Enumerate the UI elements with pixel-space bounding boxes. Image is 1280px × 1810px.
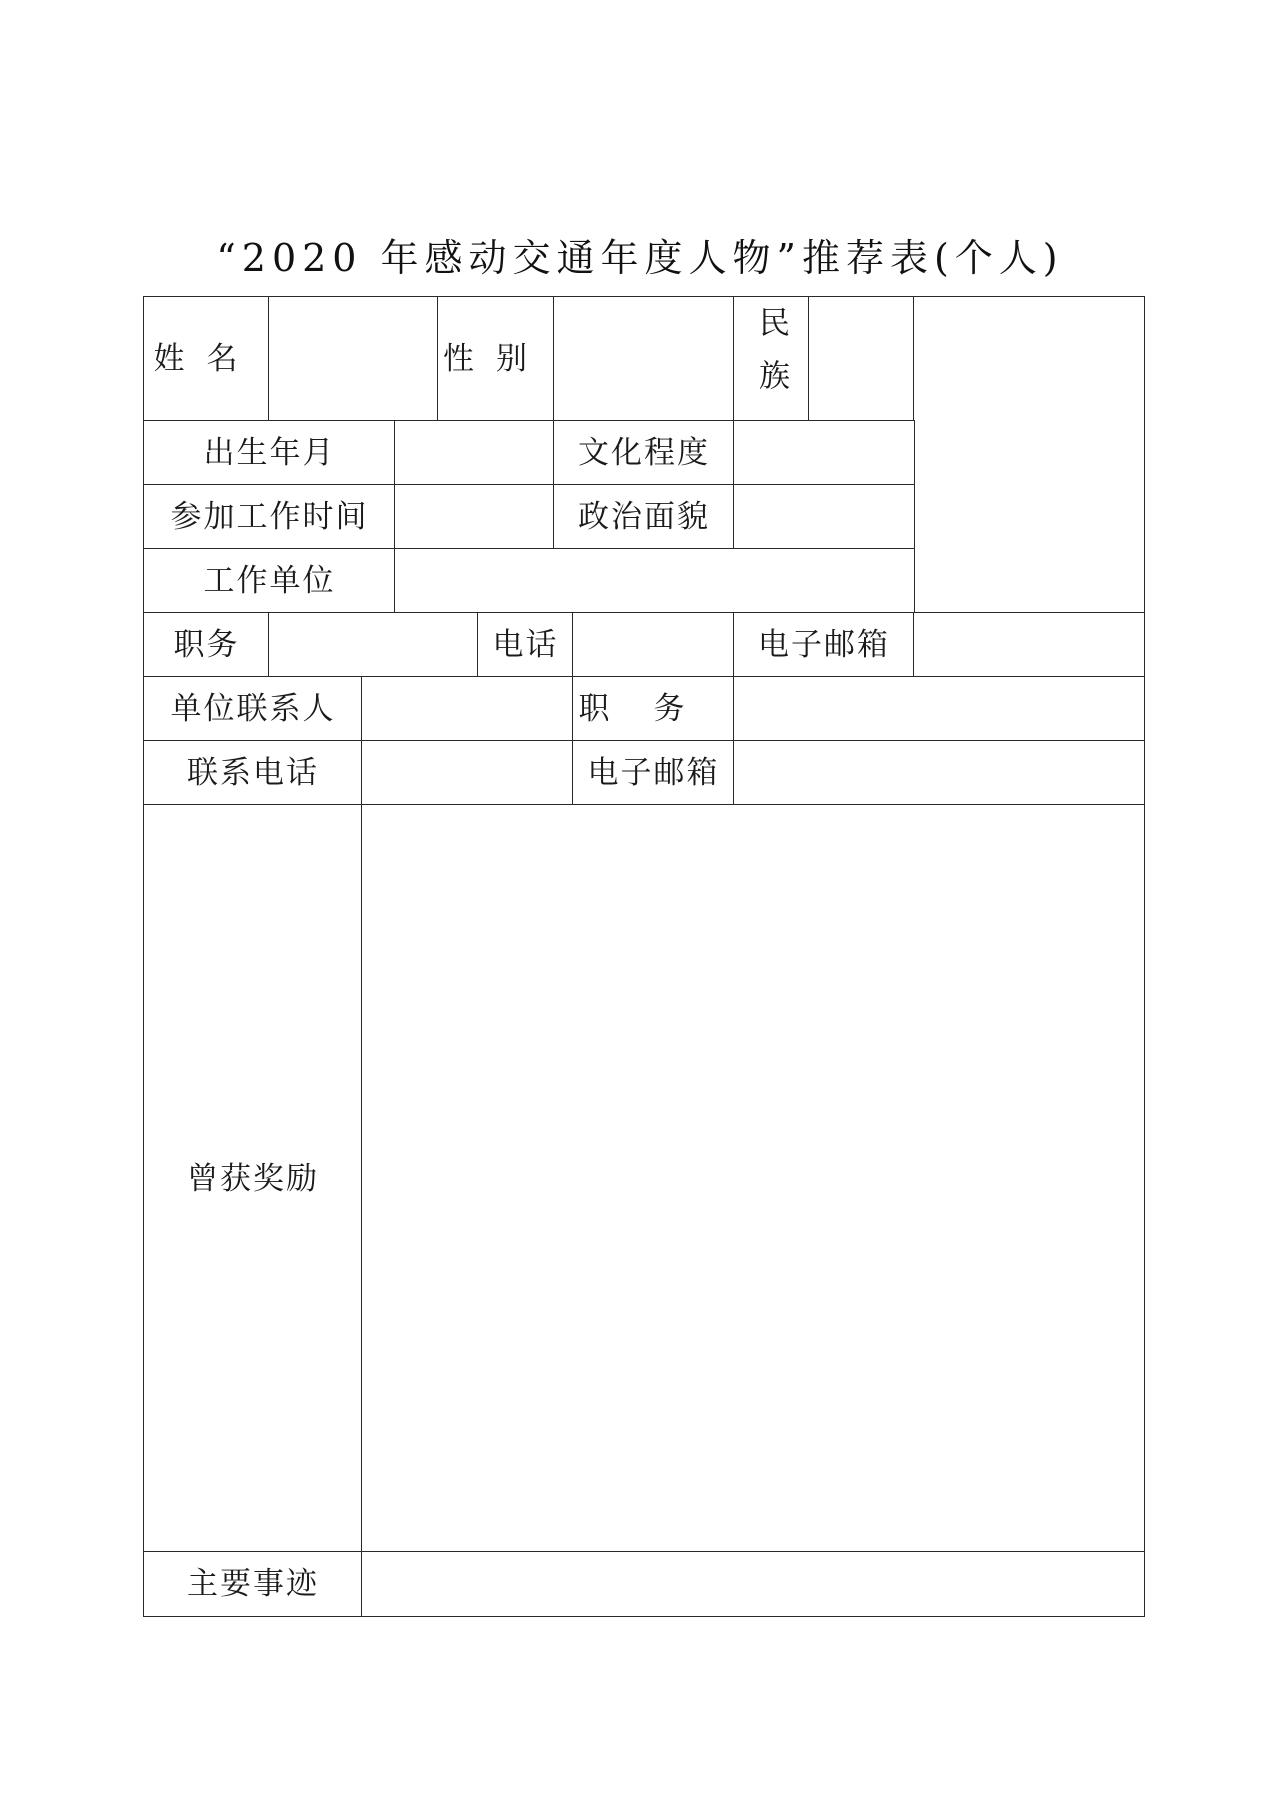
phone-field[interactable] <box>572 612 735 678</box>
birth-label-cell <box>143 420 396 486</box>
name-label-cell <box>143 296 270 422</box>
position-label: 职务 <box>173 627 240 663</box>
employer-label: 工作单位 <box>203 563 336 599</box>
document-title: “2020 年感动交通年度人物”推荐表(个人) <box>216 236 1064 280</box>
employer-field[interactable] <box>394 548 915 614</box>
deeds-field[interactable] <box>361 1551 1145 1617</box>
education-label: 文化程度 <box>578 435 710 471</box>
deeds-label: 主要事迹 <box>187 1566 319 1602</box>
contact-phone-label-cell <box>143 740 363 806</box>
contact-phone-label: 联系电话 <box>187 755 319 791</box>
contact-email-field[interactable] <box>733 740 1145 806</box>
political-label-cell <box>553 484 735 550</box>
contact-email-label-cell <box>572 740 735 806</box>
photo-box[interactable] <box>913 296 1145 614</box>
contact-email-label: 电子邮箱 <box>587 755 720 791</box>
email-field[interactable] <box>913 612 1145 678</box>
phone-label: 电话 <box>492 627 559 663</box>
education-field[interactable] <box>733 420 915 486</box>
deeds-label-cell <box>143 1551 363 1617</box>
work-start-field[interactable] <box>394 484 555 550</box>
awards-label-cell <box>143 804 363 1553</box>
position-label-cell <box>143 612 270 678</box>
ethnicity-field[interactable] <box>808 296 915 422</box>
work-start-label-cell <box>143 484 396 550</box>
email-label-cell <box>733 612 915 678</box>
political-field[interactable] <box>733 484 915 550</box>
unit-contact-label-cell <box>143 676 363 742</box>
gender-label-cell <box>437 296 555 422</box>
position-field[interactable] <box>268 612 479 678</box>
ethnicity-label: 民族 <box>753 306 789 412</box>
awards-field[interactable] <box>361 804 1145 1553</box>
birth-label: 出生年月 <box>203 435 336 471</box>
contact-phone-field[interactable] <box>361 740 574 806</box>
ethnicity-label-cell <box>733 296 810 422</box>
email-label: 电子邮箱 <box>758 627 890 663</box>
awards-label: 曾获奖励 <box>187 1160 319 1197</box>
contact-position-field[interactable] <box>733 676 1145 742</box>
contact-position-label: 职务 <box>578 691 729 727</box>
phone-label-cell <box>477 612 574 678</box>
birth-field[interactable] <box>394 420 555 486</box>
unit-contact-field[interactable] <box>361 676 574 742</box>
gender-field[interactable] <box>553 296 735 422</box>
name-field[interactable] <box>268 296 439 422</box>
name-label: 姓名 <box>153 341 260 377</box>
unit-contact-label: 单位联系人 <box>170 691 336 727</box>
work-start-label: 参加工作时间 <box>170 499 369 535</box>
employer-label-cell <box>143 548 396 614</box>
political-label: 政治面貌 <box>578 499 710 535</box>
education-label-cell <box>553 420 735 486</box>
gender-label: 性别 <box>443 341 549 377</box>
contact-position-label-cell <box>572 676 735 742</box>
